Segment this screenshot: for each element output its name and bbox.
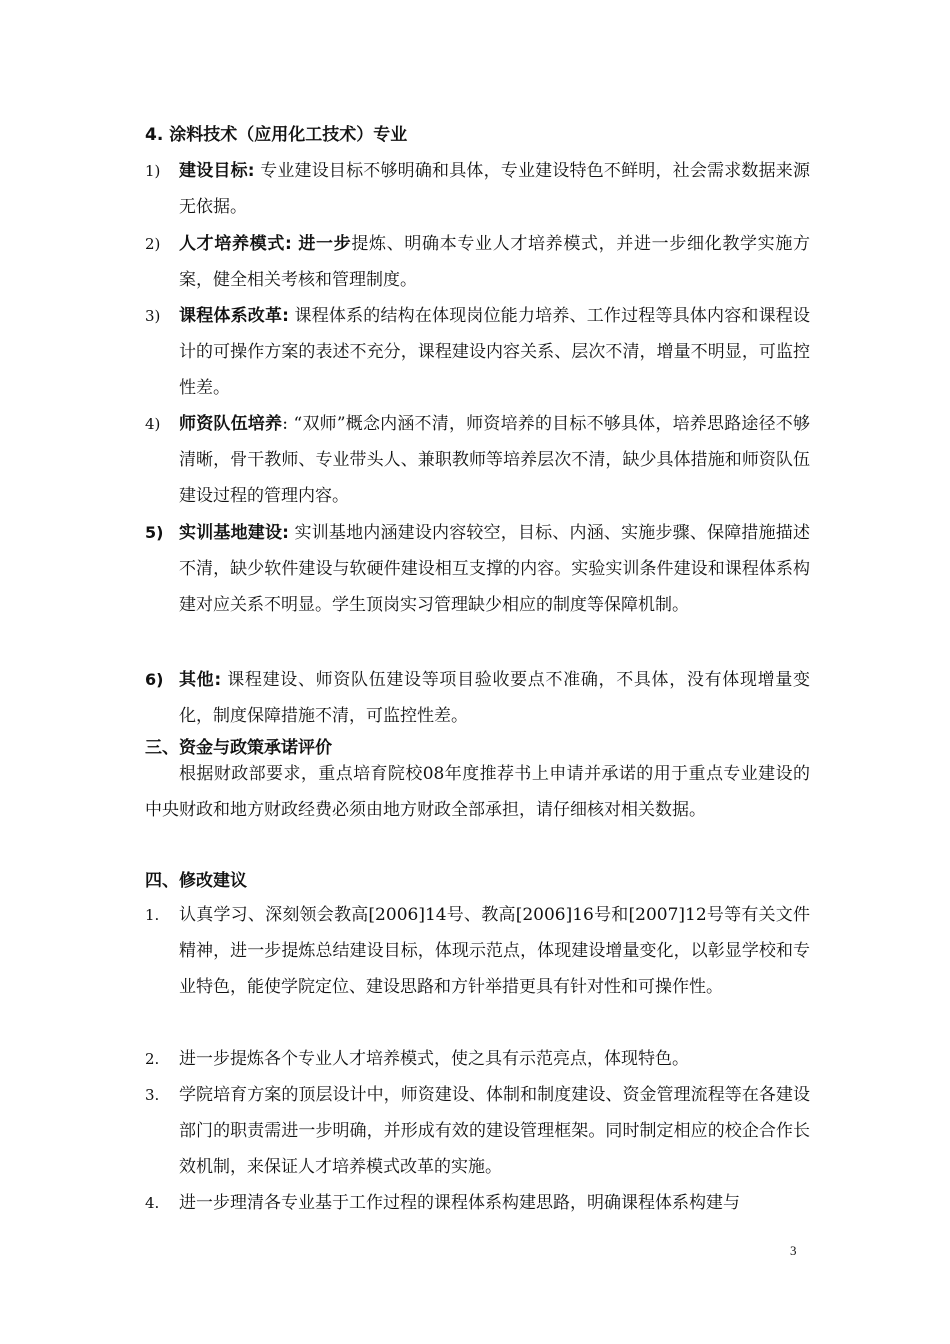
- item-label: 人才培养模式:: [179, 234, 292, 254]
- item-label: 课程体系改革:: [179, 306, 289, 326]
- item-number: 2): [145, 235, 161, 253]
- funding-paragraph: 根据财政部要求，重点培育院校08年度推荐书上申请并承诺的用于重点专业建设的中央财政和地方财政经费必须由地方财政全部承担，请仔细核对相关数据。: [145, 764, 810, 820]
- list-item-curriculum-reform: [145, 298, 810, 406]
- item-body: 提炼、明确本专业人才培养模式，并进一步细化教学实施方案，健全相关考核和管理制度。: [179, 234, 810, 290]
- item-number: 5): [145, 523, 164, 542]
- item-number: 1.: [145, 906, 160, 924]
- item-label: 其他:: [179, 670, 222, 690]
- item-label: 建设目标:: [179, 161, 255, 181]
- list-item-training-base: [145, 515, 810, 623]
- list-item-training-mode: [145, 226, 810, 298]
- item-body: : “双师”概念内涵不清，师资培养的目标不够具体，培养思路途径不够清晰，骨干教师、专业带头人、兼职教师等培养层次不清，缺少具体措施和师资队伍建设过程的管理内容。: [179, 414, 811, 506]
- item-label: 实训基地建设:: [179, 523, 289, 543]
- list-item-other: [145, 662, 810, 734]
- item-text: [179, 406, 810, 514]
- item-body: 实训基地内涵建设内容较空，目标、内涵、实施步骤、保障措施描述不清，缺少软件建设与软硬件建设相互支撑的内容。实验实训条件建设和课程体系构建对应关系不明显。学生顶岗实习管理缺少相应的制度等保障机制。: [179, 523, 810, 615]
- item-text: [179, 298, 810, 406]
- item-number: 3): [145, 307, 161, 325]
- page-number: 3: [790, 1243, 797, 1258]
- item-number: 4.: [145, 1194, 160, 1212]
- item-body: 课程建设、师资队伍建设等项目验收要点不准确，不具体，没有体现增量变化，制度保障措施不清，可监控性差。: [179, 670, 810, 726]
- item-number: 4): [145, 415, 161, 433]
- item-text: 进一步提炼各个专业人才培养模式，使之具有示范亮点，体现特色。: [179, 1049, 689, 1069]
- item-body: 专业建设目标不够明确和具体，专业建设特色不鲜明，社会需求数据来源无依据。: [179, 161, 810, 217]
- item-label-continued: 进一步: [291, 234, 352, 254]
- item-text: 进一步理清各专业基于工作过程的课程体系构建思路，明确课程体系构建与: [179, 1193, 740, 1213]
- item-text: [179, 662, 810, 734]
- item-body: 课程体系的结构在体现岗位能力培养、工作过程等具体内容和课程设计的可操作方案的表述不充分，课程建设内容关系、层次不清，增量不明显，可监控性差。: [179, 306, 810, 398]
- item-number: 6): [145, 670, 164, 689]
- list-item-suggestion-1: [145, 897, 810, 1005]
- item-text: 认真学习、深刻领会教高[2006]14号、教高[2006]16号和[2007]12号等有关文件精神，进一步提炼总结建设目标，体现示范点，体现建设增量变化，以彰显学校和专业特色，能使学院定位、建设思路和方针举措更具有针对性和可操作性。: [179, 905, 810, 997]
- list-item-construction-goal: [145, 153, 810, 225]
- section-heading-suggestions: 四、修改建议: [145, 871, 247, 891]
- item-number: 1): [145, 162, 161, 180]
- section-heading-coating-tech: 4. 涂料技术（应用化工技术）专业: [145, 125, 408, 145]
- item-text: [179, 515, 810, 623]
- item-number: 3.: [145, 1086, 160, 1104]
- list-item-faculty-training: [145, 406, 810, 514]
- list-item-suggestion-3: [145, 1077, 810, 1185]
- list-item-suggestion-4: [145, 1185, 810, 1221]
- section-heading-funding: 三、资金与政策承诺评价: [145, 738, 332, 758]
- item-number: 2.: [145, 1050, 160, 1068]
- item-label: 师资队伍培养: [179, 414, 283, 434]
- item-text: [179, 153, 810, 225]
- item-text: 学院培育方案的顶层设计中，师资建设、体制和制度建设、资金管理流程等在各建设部门的职责需进一步明确，并形成有效的建设管理框架。同时制定相应的校企合作长效机制，来保证人才培养模式改革的实施。: [179, 1085, 810, 1177]
- list-item-suggestion-2: [145, 1041, 810, 1077]
- item-text: [179, 226, 810, 298]
